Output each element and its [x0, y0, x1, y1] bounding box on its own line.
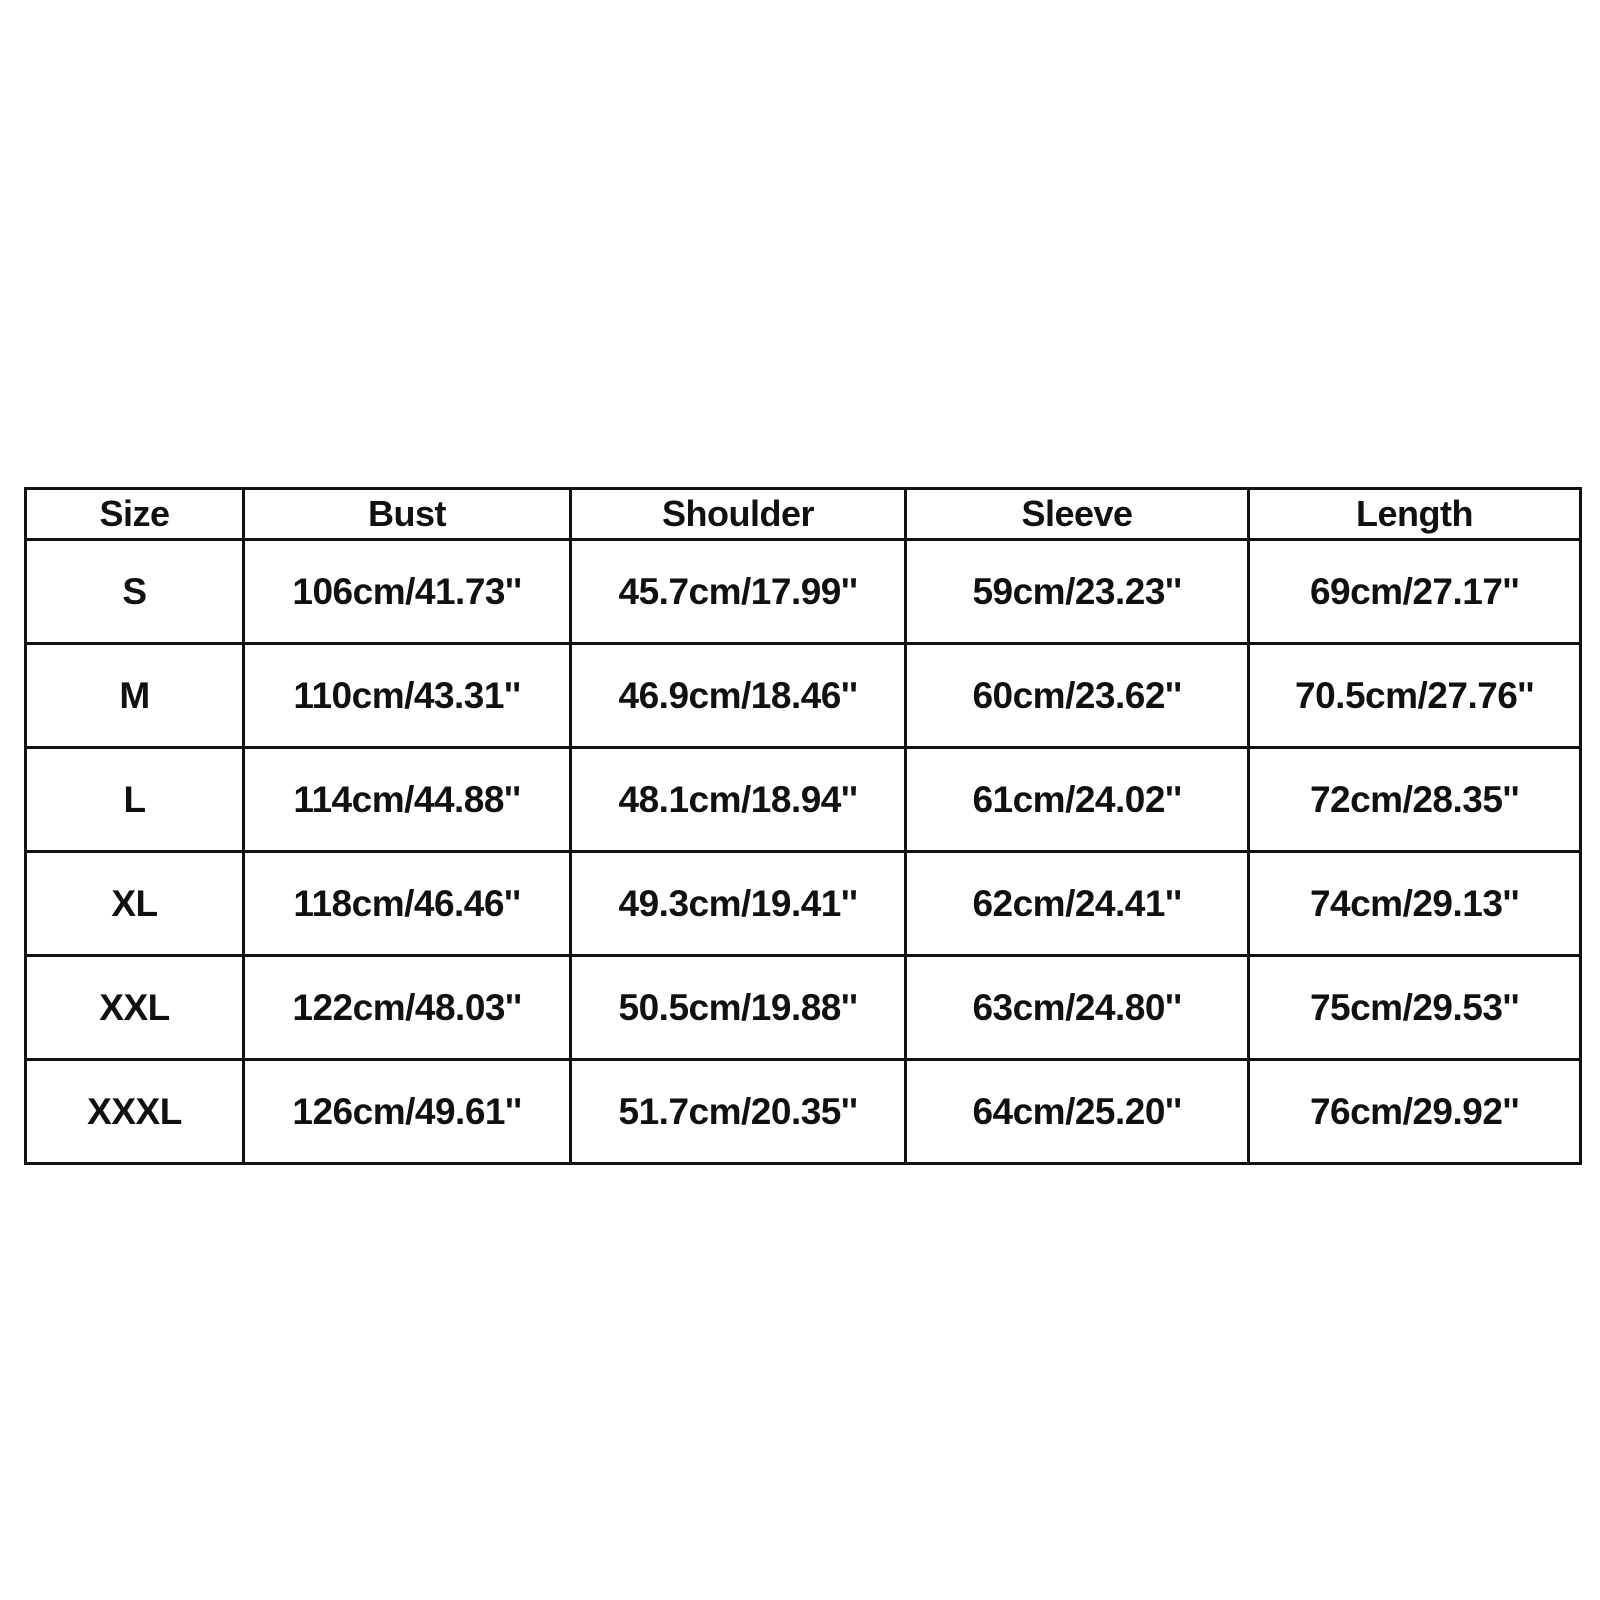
cell-bust: 114cm/44.88''	[244, 748, 571, 852]
cell-length: 75cm/29.53''	[1249, 956, 1581, 1060]
cell-size: XXL	[26, 956, 244, 1060]
cell-shoulder: 46.9cm/18.46''	[571, 644, 906, 748]
table-row	[26, 852, 1581, 956]
table-row	[26, 1060, 1581, 1164]
cell-length: 69cm/27.17''	[1249, 540, 1581, 644]
cell-length: 72cm/28.35''	[1249, 748, 1581, 852]
cell-sleeve: 61cm/24.02''	[906, 748, 1249, 852]
cell-length: 74cm/29.13''	[1249, 852, 1581, 956]
cell-shoulder: 51.7cm/20.35''	[571, 1060, 906, 1164]
header-size: Size	[26, 489, 244, 540]
cell-shoulder: 49.3cm/19.41''	[571, 852, 906, 956]
header-shoulder: Shoulder	[571, 489, 906, 540]
cell-size: XXXL	[26, 1060, 244, 1164]
cell-bust: 106cm/41.73''	[244, 540, 571, 644]
table-row	[26, 956, 1581, 1060]
size-chart-header	[26, 489, 1581, 540]
table-row	[26, 644, 1581, 748]
size-chart-body	[26, 540, 1581, 1164]
cell-length: 76cm/29.92''	[1249, 1060, 1581, 1164]
cell-size: S	[26, 540, 244, 644]
header-row	[26, 489, 1581, 540]
cell-length: 70.5cm/27.76''	[1249, 644, 1581, 748]
header-sleeve: Sleeve	[906, 489, 1249, 540]
table-row	[26, 748, 1581, 852]
cell-bust: 110cm/43.31''	[244, 644, 571, 748]
cell-size: M	[26, 644, 244, 748]
cell-shoulder: 48.1cm/18.94''	[571, 748, 906, 852]
cell-bust: 118cm/46.46''	[244, 852, 571, 956]
cell-shoulder: 50.5cm/19.88''	[571, 956, 906, 1060]
cell-sleeve: 62cm/24.41''	[906, 852, 1249, 956]
cell-sleeve: 63cm/24.80''	[906, 956, 1249, 1060]
cell-shoulder: 45.7cm/17.99''	[571, 540, 906, 644]
cell-size: XL	[26, 852, 244, 956]
header-bust: Bust	[244, 489, 571, 540]
cell-bust: 122cm/48.03''	[244, 956, 571, 1060]
cell-sleeve: 60cm/23.62''	[906, 644, 1249, 748]
table-row	[26, 540, 1581, 644]
cell-sleeve: 64cm/25.20''	[906, 1060, 1249, 1164]
cell-size: L	[26, 748, 244, 852]
header-length: Length	[1249, 489, 1581, 540]
cell-bust: 126cm/49.61''	[244, 1060, 571, 1164]
cell-sleeve: 59cm/23.23''	[906, 540, 1249, 644]
size-chart-table	[24, 487, 1582, 1165]
